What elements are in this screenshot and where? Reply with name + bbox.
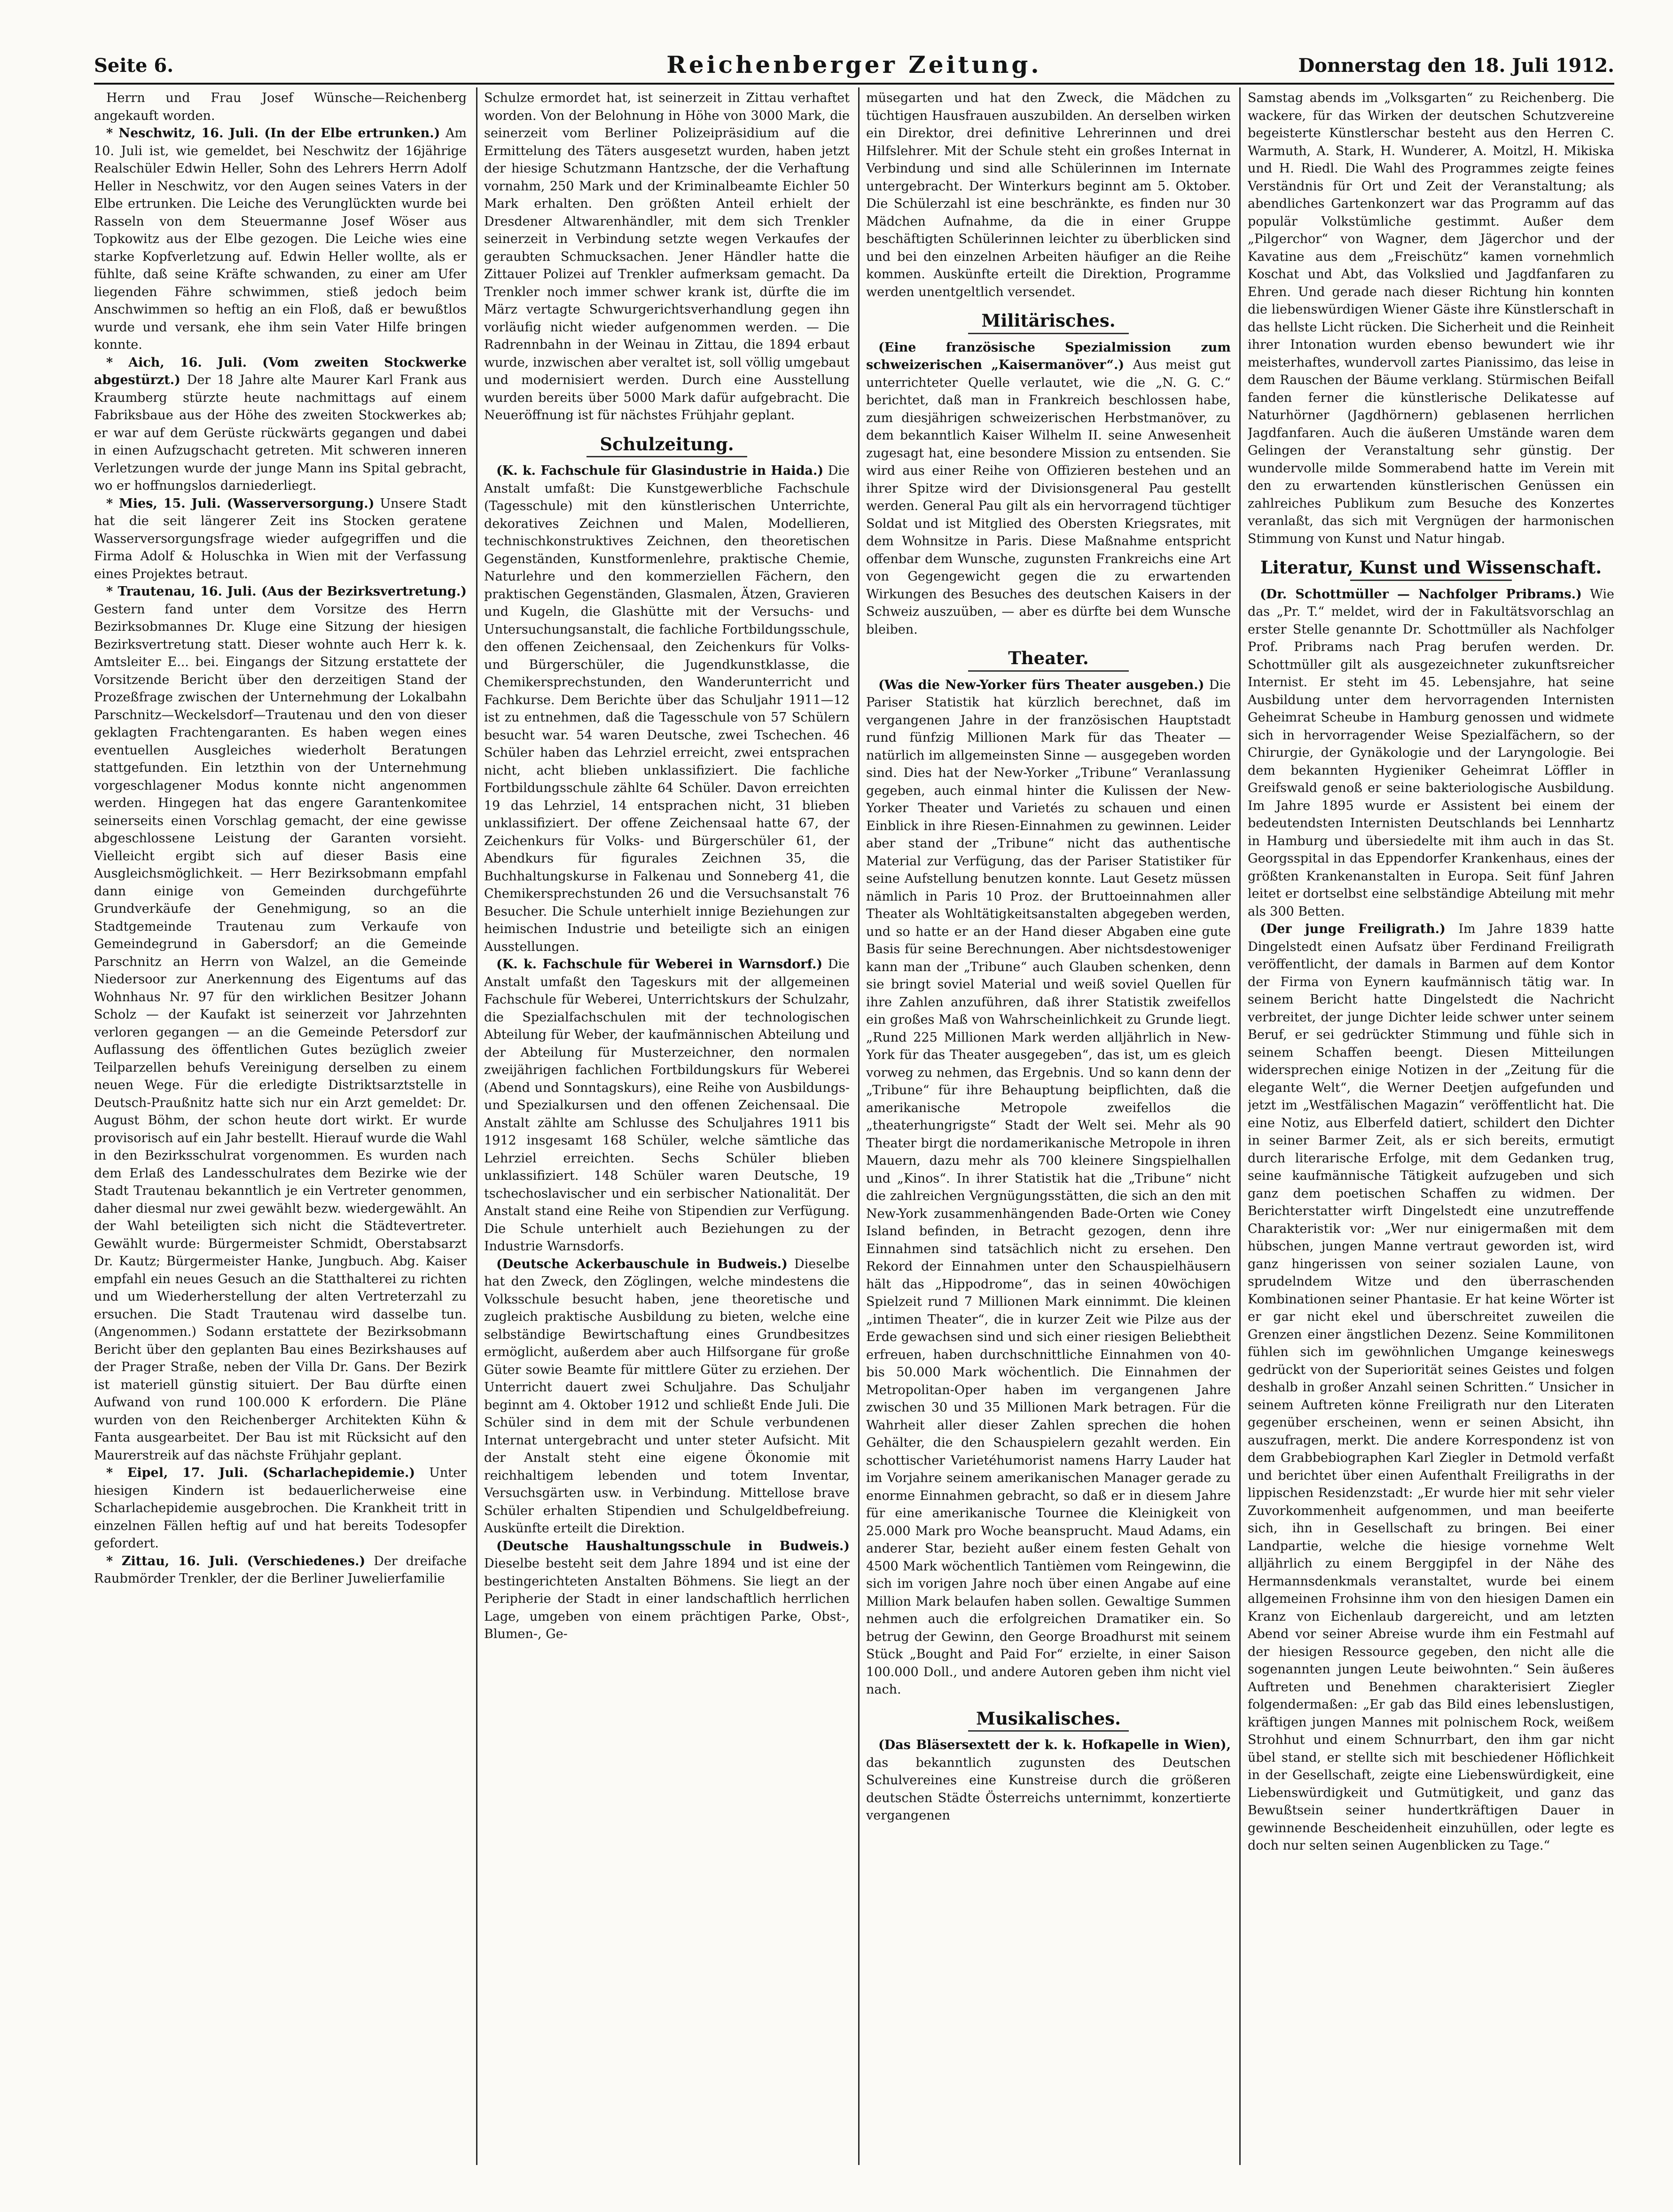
article-text: Samstag abends im „Volksgarten“ zu Reichenberg. Die wackere, für das Wirken der deutschen Schutzvereine begeisterte Künstlerschar besteht aus den Herren C. Warmuth, A. Stark, H. Wunderer, A. Moitzl, H. Mikiska und H. Riedl. Die Wahl des Programmes zeigte feines Verständnis für Ort und Zeit der Veranstaltung; als abendliches Gartenkonzert war das Programm auf das populär Volkstümliche gestimmt. Außer dem „Pilgerchor“ von Wagner, dem Jägerchor und der Kavatine aus dem „Freischütz“ kamen vornehmlich Koschat und Abt, das Volkslied und Jagdfanfaren zu Ehren. Und gerade nach dieser Richtung hin konnten die liebenswürdigen Wiener Gäste ihre Künstlerschaft in das hellste Licht rücken. Die Sicherheit und die Reinheit ihrer Intonation wurden ebenso bewundert wie ihr meisterhaftes, wundervoll zartes Pianissimo, das leise in dem Rauschen der Bäume verklang. Stürmischen Beifall fanden ferner die künstlerische Delikatesse auf Naturhörner (Jagdhörnern) geblasenen herrlichen Jagdfanfaren. Auch die äußeren Umstände waren dem Gelingen der Veranstaltung sehr günstig. Der wundervolle milde Sommerabend hatte im Verein mit den zu erwartenden künstlerischen Genüssen ein zahlreiches Publikum zum Besuche des Konzertes veranlaßt, das sich mit Vergnügen der harmonischen Stimmung von Kunst und Natur hingab. [1248, 91, 1614, 546]
article-text: Am 10. Juli ist, wie gemeldet, bei Neschwitz der 16jährige Realschüler Edwin Heller, Sohn des Lehrers Herrn Adolf Heller in Neschwitz, vor den Augen seines Vaters in der Elbe ertrunken. Die Leiche des Verunglückten wurde bei Rasseln von dem Steuermanne Josef Wöser aus Topkowitz aus der Elbe gezogen. Die Leiche wies eine starke Kopfverletzung auf. Edwin Heller wollte, als er fühlte, daß seine Kräfte schwanden, zu einer am Ufer liegenden Fähre schwimmen, stieß jedoch beim Anschwimmen so heftig an ein Floß, daß er bewußtlos wurde und versank, ehe ihm sein Vater Hilfe bringen konnte. [94, 126, 467, 352]
article-headline: (Dr. Schottmüller — Nachfolger Pribrams.) [1260, 587, 1582, 602]
article-headline: (K. k. Fachschule für Weberei in Warnsdorf.) [496, 957, 823, 972]
article-text: Der dreifache Raubmörder Trenkler, der die Berliner Juwelierfamilie [94, 1553, 467, 1586]
article-text: Dieselbe besteht seit dem Jahre 1894 und ist eine der bestingerichteten Anstalten Böhmens. Sie liegt an der Peripherie der Stadt in einer landschaftlich herrlichen Lage, umgeben von einem prächtigen Parke, Obst-, Blumen-, Ge- [484, 1556, 850, 1641]
article-headline: (Deutsche Ackerbauschule in Budweis.) [496, 1256, 788, 1271]
article-paragraph [484, 462, 850, 956]
article-text: Dieselbe hat den Zweck, den Zöglingen, welche mindestens die Volksschule besucht haben, jene theoretische und zugleich praktische Ausbildung zu bieten, welche eine selbständige Bewirtschaftung eines Grundbesitzes ermöglicht, außerdem aber auch Hilfsorgane für große Güter sowie Beamte für mittlere Güter zu erziehen. Der Unterricht dauert zwei Schuljahre. Das Schuljahr beginnt am 4. Oktober 1912 und schließt Ende Juli. Die Schüler sind in dem mit der Schule verbundenen Internat untergebracht und unter steter Aufsicht. Mit der Anstalt steht eine eigene Ökonomie mit reichhaltigem lebenden und totem Inventar, Versuchsgärten usw. in Verbindung. Mittellose brave Schüler erhalten Stipendien und Schulgeldbefreiung. Auskünfte erteilt die Direktion. [484, 1256, 850, 1536]
page-number: Seite 6. [94, 55, 174, 77]
article-headline: * Eipel, 17. Juli. (Scharlachepidemie.) [106, 1466, 415, 1480]
section-heading: Schulzeitung. [600, 433, 734, 455]
article-text: Die Anstalt umfaßt den Tageskurs mit der allgemeinen Fachschule für Weberei, Unterrichtskurs der Schulzahr, die Spezialfachschulen mit der technologischen Abteilung für Weber, der kaufmännischen Abteilung und der Abteilung für Musterzeichner, den normalen zweijährigen fachlichen Fortbildungskurs für Weberei (Abend und Sonntagskurs), eine Reihe von Ausbildungs- und Spezialkursen und den offenen Zeichensaal. Die Anstalt zählte am Schlusse des Schuljahres 1911 bis 1912 insgesamt 168 Schüler, welche sämtliche das Lehrziel erreichten. Sechs Schüler blieben unklassifiziert. 148 Schüler waren Deutsche, 19 tschechoslavischer und ein serbischer Nationalität. Der Anstalt stand eine Reihe von Stipendien zur Verfügung. Die Schule unterhielt auch Beziehungen zu der Industrie Warnsdorfs. [484, 957, 850, 1254]
article-headline: * Zittau, 16. Juli. (Verschiedenes.) [106, 1553, 366, 1569]
article-text: Unsere Stadt hat die seit längerer Zeit ins Stocken geratene Wasserversorgungsfrage wieder aufgegriffen und die Firma Adolf & Holuschka in Wien mit der Verfassung eines Projektes betraut. [94, 496, 467, 581]
article-paragraph [484, 1255, 850, 1537]
section-rule [586, 456, 747, 457]
article-headline: (Der junge Freiligrath.) [1260, 922, 1446, 936]
article-text: Die Pariser Statistik hat kürzlich berechnet, daß im vergangenen Jahre in der französischen Hauptstadt rund fünfzig Millionen Mark für das Theater — natürlich im allgemeinsten Sinne — ausgegeben worden sind. Dies hat der New-Yorker „Tribune“ Veranlassung gegeben, auch einmal hinter die Kulissen der New-Yorker Theater und Varietés zu schauen und einen Einblick in ihre Riesen-Einnahmen zu gewinnen. Leider aber stand der „Tribune“ nicht das authentische Material zur Verfügung, das der Pariser Statistiker für seine Aufstellung benutzen konnte. Laut Gesetz müssen nämlich in Paris 10 Proz. der Bruttoeinnahmen aller Theater als Wohltätigkeitsanstalten abgegeben werden, und so hatte er an der Hand dieser Abgaben eine gute Basis für seine Berechnungen. Aber nichtsdestoweniger kann man der „Tribune“ auch Glauben schenken, denn sie bringt soviel Material und weiß soviel Quellen für ihre Zahlen anzuführen, daß ihrer Statistik zweifellos ein großes Maß von Wahrscheinlichkeit zu Grunde liegt. „Rund 225 Millionen Mark werden alljährlich in New-York für das Theater ausgegeben“, das ist, um es gleich vorweg zu nehmen, das Ergebnis. Und so kann denn der „Tribune“ für ihre Behauptung beipflichten, daß die amerikanische Metropole zweifellos die „theaterhungrigste“ Stadt der Welt sei. Mehr als 90 Theater birgt die nordamerikanische Metropole in ihren Mauern, dazu mehr als 700 kleinere Singspielhallen und „Kinos“. In ihrer Statistik hat die „Tribune“ nicht die zahlreichen Vergnügungsstätten, die sich an den mit New-York zusammenhängenden Bade-Orten wie Coney Island befinden, in Betracht gezogen, denn ihre Einnahmen sind tatsächlich nicht zu ersehen. Den Rekord der Einnahmen unter den Schauspielhäusern hält das „Hippodrome“, das in seinen 40wöchigen Spielzeit rund 7 Millionen Mark einnimmt. Die kleinen „intimen Theater“, die in kurzer Zeit wie Pilze aus der Erde gewachsen sind und sich einer riesigen Beliebtheit erfreuen, haben durchschnittliche Einnahmen von 40- bis 50.000 Mark wöchentlich. Die Einnahmen der Metropolitan-Oper haben im vergangenen Jahre zwischen 30 und 35 Millionen Mark betragen. Für die Wahrheit aller dieser Zahlen sprechen die hohen Gehälter, die den Schauspielern gezahlt werden. Ein schottischer Varietéhumorist namens Harry Lauder hat im Vorjahre seinem amerikanischen Manager gerade zu enorme Einnahmen gebracht, so daß er in diesem Jahre für eine amerikanische Tournee die Kleinigkeit von 25.000 Mark pro Woche beansprucht. Maud Adams, ein anderer Star, bezieht außer einem festen Gehalt von 4500 Mark wöchentlich Tantièmen vom Reingewinn, die sich im vorigen Jahre noch über einen Angabe auf eine Million Mark belaufen haben sollen. Gewaltige Summen nehmen auch die erfolgreichen Dramatiker ein. So betrug der Gewinn, den George Broadhurst mit seinem Stück „Bought and Paid For“ erzielte, in einer Saison 100.000 Doll., und andere Autoren geben ihm nicht viel nach. [866, 677, 1231, 1697]
column-rule [858, 87, 860, 2165]
article-paragraph [1248, 89, 1614, 548]
text-column-2 [484, 89, 850, 2162]
article-text: Im Jahre 1839 hatte Dingelstedt einen Aufsatz über Ferdinand Freiligrath veröffentlicht, der damals in Barmen auf dem Kontor der Firma von Eynern kaufmännisch tätig war. In seinem Bericht hatte Dingelstedt die Nachricht verbreitet, der junge Dichter leide schwer unter seinem Beruf, er sei gedrückter Stimmung und fühle sich in seinem Schaffen beengt. Diesen Mitteilungen widersprechen einige Notizen in der „Zeitung für die elegante Welt“, die Werner Deetjen aufgefunden und jetzt im „Westfälischen Magazin“ veröffentlicht hat. Die eine Notiz, aus Elberfeld datiert, schildert den Dichter in seiner Barmer Zeit, als er sich bereits, ermutigt durch literarische Erfolge, mit dem Gedanken trug, seine kaufmännische Tätigkeit aufzugeben und sich ganz dem poetischen Schaffen zu widmen. Der Berichterstatter wirft Dingelstedt eine unzutreffende Charakteristik vor: „Wer nur einigermaßen mit dem hübschen, jungen Manne vertraut geworden ist, wird ganz hingerissen von seiner sozialen Laune, von sprudelndem Witze und den überraschenden Kombinationen seiner Phantasie. Er hat keine Wörter ist er gar nicht ekel und überschreitet zuweilen die Grenzen einer ängstlichen Dezenz. Seine Kommilitonen fühlen sich im gewöhnlichen Umgange keineswegs gedrückt von der Superiorität seines Geistes und folgen deshalb in großer Anzahl seinen Schritten.“ Unsicher in seinem Auftreten könne Freiligrath nur den Literaten gegenüber erscheinen, wenn er seinen Absicht, ihn auszufragen, merkt. Die andere Korrespondenz ist von dem Grabbebiographen Karl Ziegler in Detmold verfaßt und berichtet über einen Aufenthalt Freiligraths in der lippischen Residenzstadt: „Er wurde hier mit sehr vieler Zuvorkommenheit aufgenommen, und man beeiferte sich, ihn in Gesellschaft zu bringen. Bei einer Landpartie, welche die hiesige vornehme Welt alljährlich zu einem Berggipfel in der Nähe des Hermannsdenkmals veranstaltet, wurde bei einem allgemeinen Frohsinne ihm von den hiesigen Damen ein Kranz von Eichenlaub dargereicht, und am letzten Abend vor seiner Abreise wurde ihm ein Festmahl auf der hiesigen Ressource gegeben, den nicht alle die sogenannten jungen Leute beiwohnten.“ Sein äußeres Auftreten und Benehmen charakterisiert Ziegler folgendermaßen: „Er gab das Bild eines lebenslustigen, kräftigen jungen Mannes mit polnischem Rock, weißem Strohhut und einem Schnurrbart, den ihm gar nicht übel stand, er stellte sich mit beschiedener Höflichkeit in der Gesellschaft, zeigte eine Liebenswürdigkeit, eine Liebenswürdigkeit und Gutmütigkeit, und ganz das Bewußtsein seiner hundertkräftigen Dauer in gewinnende Bescheidenheit einzuhüllen, oder legte es doch nur selten seinen Augenblicken zu Tage.“ [1248, 922, 1614, 1853]
article-text: Schulze ermordet hat, ist seinerzeit in Zittau verhaftet worden. Von der Belohnung in Höhe von 3000 Mark, die seinerzeit vom Berliner Polizeipräsidium auf die Ermittelung des Täters ausgesetzt wurden, haben jetzt der hiesige Schutzmann Hantzsche, der die Verhaftung vornahm, 250 Mark und der Kriminalbeamte Eichler 50 Mark erhalten. Den größten Anteil erhielt der Dresdener Altwarenhändler, mit dem sich Trenkler seinerzeit in Verbindung setzte wegen Verkaufes der geraubten Schmucksachen. Jener Händler hatte die Zittauer Polizei auf Trenkler aufmerksam gemacht. Da Trenkler noch immer schwer krank ist, dürfte die im März vertagte Schwurgerichtsverhandlung gegen ihn vorläufig nicht wieder aufgenommen werden. — Die Radrennbahn in der Weinau in Zittau, die 1894 erbaut wurde, inzwischen aber veraltet ist, soll völlig umgebaut und modernisiert werden. Durch eine Ausstellung wurden bereits über 5000 Mark dafür aufgebracht. Die Neueröffnung ist für nächstes Frühjahr geplant. [484, 91, 850, 423]
section-rule [968, 1730, 1128, 1732]
column-rule [1239, 87, 1241, 2165]
article-paragraph [484, 956, 850, 1255]
article-paragraph [94, 354, 467, 495]
article-paragraph [94, 125, 467, 354]
column-rule [476, 87, 477, 2165]
section-rule [968, 333, 1128, 334]
article-headline: * Neschwitz, 16. Juli. (In der Elbe ertrunken.) [106, 126, 440, 141]
text-column-4 [1248, 89, 1614, 2162]
article-headline: * Trautenau, 16. Juli. (Aus der Bezirksvertretung.) [106, 584, 467, 599]
section-heading: Literatur, Kunst und Wissenschaft. [1260, 557, 1602, 578]
article-text: Herrn und Frau Josef Wünsche—Reichenberg angekauft worden. [94, 91, 467, 123]
article-headline: (Das Bläsersextett der k. k. Hofkapelle in Wien), [878, 1738, 1231, 1752]
article-paragraph [866, 339, 1231, 639]
section-rule [968, 670, 1128, 672]
article-text: müsegarten und hat den Zweck, die Mädchen zu tüchtigen Hausfrauen auszubilden. An derselben wirken ein Direktor, drei definitive Lehrerinnen und drei Hilfslehrer. Mit der Schule steht ein großes Internat in Verbindung und sind alle Schülerinnen im Internate untergebracht. Der Winterkurs beginnt am 5. Oktober. Die Schülerzahl ist eine beschränkte, es finden nur 30 Mädchen Aufnahme, da die in einer Gruppe beschäftigten Schülerinnen leichter zu überblicken sind und bei den einzelnen Arbeiten häufiger an die Reihe kommen. Auskünfte erteilt die Direktion, Programme werden unentgeltlich versendet. [866, 91, 1231, 299]
article-paragraph [1248, 920, 1614, 1855]
section-rule [1350, 580, 1511, 581]
masthead: Reichenberger Zeitung. [666, 51, 1042, 78]
article-headline: (K. k. Fachschule für Glasindustrie in Haida.) [496, 463, 824, 478]
issue-date: Donnerstag den 18. Juli 1912. [1298, 55, 1614, 77]
article-paragraph [484, 89, 850, 424]
article-text: Der 18 Jahre alte Maurer Karl Frank aus Kraumberg stürzte heute nachmittags auf einem Fabriksbaue aus der Höhe des zweiten Stockwerkes ab; er war auf dem Gerüste rückwärts gegangen und dabei in einen Aufzugschacht getreten. Mit schweren inneren Verletzungen wurde der junge Mann ins Spital gebracht, wo er hoffnungslos darniederliegt. [94, 373, 467, 493]
article-text: Unter hiesigen Kindern ist bedauerlicherweise eine Scharlachepidemie ausgebrochen. Die Krankheit tritt in einzelnen Fällen heftig auf und hat bereits Todesopfer gefordert. [94, 1466, 467, 1551]
article-text: Aus meist gut unterrichteter Quelle verlautet, wie die „N. G. C.“ berichtet, daß man in Frankreich beschlossen habe, zum diesjährigen schweizerischen Herbstmanöver, zu dem bekanntlich Kaiser Wilhelm II. seine Anwesenheit zugesagt hat, eine besondere Mission zu entsenden. Sie wird aus einer Reihe von Offizieren bestehen und an ihrer Spitze wird der Divisionsgeneral Pau gestellt werden. General Pau gilt als ein hervorragend tüchtiger Soldat und ist Mitglied des Obersten Kriegsrates, mit dem Wohnsitze in Paris. Diese Maßnahme entspricht offenbar dem Wunsche, zugunsten Frankreichs eine Art von Gegengewicht gegen die zu erwartenden Wirkungen des Besuches des deutschen Kaisers in der Schweiz auszuüben, — aber es dürfte bei dem Wunsche bleiben. [866, 358, 1231, 637]
article-text: Die Anstalt umfaßt: Die Kunstgewerbliche Fachschule (Tagesschule) mit den künstlerischen Unterrichte, dekoratives Zeichnen und Malen, Modellieren, technischkonstruktives Zeichnen, den theoretischen Gegenständen, Kunstformenlehre, praktische Chemie, Naturlehre und den kommerziellen Fächern, den praktischen Gegenständen, Glasmalen, Ätzen, Gravieren und Kugeln, die Glashütte mit der Versuchs- und Untersuchungsanstalt, die fachliche Fortbildungsschule, den offenen Zeichensaal, den Zeichenkurs für Volks- und Bürgerschüler, die Jugendkunstklasse, die Chemikersprechstunden, den Wanderunterricht und Fachkurse. Dem Berichte über das Schuljahr 1911—12 ist zu entnehmen, daß die Tagesschule von 57 Schülern besucht war. 54 waren Deutsche, zwei Tschechen. 46 Schüler haben das Lehrziel erreicht, zwei entsprachen nicht, acht blieben unklassifiziert. Die fachliche Fortbildungsschule zählte 64 Schüler. Davon erreichten 19 das Lehrziel, 14 entsprachen nicht, 31 blieben unklassifiziert. Der offene Zeichensaal hatte 67, der Zeichenkurs für Volks- und Bürgerschüler 61, der Abendkurs für figurales Zeichnen 35, die Buchhaltungskurse in Falkenau und Sonneberg 41, die Chemikersprechstunden 26 und die Versuchsanstalt 76 Besucher. Die Schule unterhielt innige Beziehungen zur heimischen Industrie und beteiligte sich an einigen Ausstellungen. [484, 463, 850, 954]
article-text: Wie das „Pr. T.“ meldet, wird der in Fakultätsvorschlag an erster Stelle genannte Dr. Schottmüller als Nachfolger Prof. Pribrams nach Prag berufen werden. Dr. Schottmüller gilt als ausgezeichneter zukunftsreicher Internist. Er steht im 45. Lebensjahre, hat seine Ausbildung unter dem hervorragenden Internisten Geheimrat Scheube in Hamburg genossen und widmete sich in hervorragender Weise Spezialfächern, so der Chirurgie, der Gynäkologie und der Laryngologie. Bei dem bekannten Hygieniker Geheimrat Löffler in Greifswald genoß er seine bakteriologische Ausbildung. Im Jahre 1895 wurde er Assistent bei einem der bedeutendsten Internisten Deutschlands bei Lennhartz in Hamburg und übersiedelte mit ihm auch in das St. Georgsspital in das Eppendorfer Krankenhaus, eines der größten Krankenanstalten in Europa. Seit fünf Jahren leitet er dortselbst eine selbständige Abteilung mit mehr als 300 Betten. [1248, 587, 1614, 919]
section-heading: Militärisches. [981, 310, 1116, 331]
article-paragraph [94, 583, 467, 1464]
header-rule [94, 83, 1614, 85]
text-column-1 [94, 89, 467, 2162]
section-heading: Musikalisches. [976, 1708, 1121, 1729]
section-heading: Theater. [1008, 648, 1089, 668]
article-paragraph [94, 89, 467, 125]
article-paragraph [866, 676, 1231, 1699]
article-headline: (Was die New-Yorker fürs Theater ausgeben.) [878, 677, 1204, 692]
article-paragraph [484, 1537, 850, 1643]
article-text: Gestern fand unter dem Vorsitze des Herrn Bezirksobmannes Dr. Kluge eine Sitzung der hiesigen Bezirksvertretung statt. Dieser wohnte auch Herr k. k. Amtsleiter E... bei. Eingangs der Sitzung erstattete der Vorsitzende Bericht über den derzeitigen Stand der Prozeßfrage zwischen der Unternehmung der Lokalbahn Parschnitz—Weckelsdorf—Trautenau und den von dieser geklagten Frachtengaranten. Es haben wegen eines eventuellen Ausgleiches wiederholt Beratungen stattgefunden. Ein letzthin von der Unternehmung vorgeschlagener Modus konnte nicht angenommen werden. Hingegen hat das engere Garantenkomitee seinerseits einen Vorschlag gemacht, der eine gewisse abgeschlossene Leistung der Garanten vorsieht. Vielleicht ergibt sich auf dieser Basis eine Ausgleichsmöglichkeit. — Herr Bezirksobmann empfahl dann einige von Gemeinden durchgeführte Grundverkäufe der Genehmigung, so an die Stadtgemeinde Trautenau zum Verkaufe von Gemeindegrund in Gabersdorf; an die Gemeinde Parschnitz an Herrn von Walzel, an die Gemeinde Niedersoor zur Anerkennung des Eigentums auf das Wohnhaus Nr. 97 für den wirklichen Besitzer Johann Scholz — der Kaufakt ist seinerzeit vor Jahrzehnten verloren gegangen — an die Gemeinde Petersdorf zur Auflassung des öffentlichen Gutes bezüglich zweier Teilparzellen behufs Vereinigung derselben zu einem neuen Wege. Für die erledigte Distriktsarztstelle in Deutsch-Praußnitz hatte sich nur ein Arzt gemeldet: Dr. August Böhm, der schon heute dort wirkt. Er wurde provisorisch auf ein Jahr bestellt. Hierauf wurde die Wahl in den Bezirksschulrat vorgenommen. Es wurden nach dem Erlaß des Landesschulrates dem Bezirke wie der Stadt Trautenau bekanntlich je ein Vertreter genommen, daher diesmal nur zwei gewählt bezw. wiedergewählt. An der Wahl beteiligten sich nicht die Städtevertreter. Gewählt wurde: Bürgermeister Schmidt, Oberstabsarzt Dr. Kautz; Bürgermeister Hanke, Jungbuch. Abg. Kaiser empfahl ein neues Gesuch an die Statthalterei zu richten und um Wiederherstellung der alten Vertreterzahl zu ersuchen. Die Stadt Trautenau wird dasselbe tun. (Angenommen.) Sodann erstattete der Bezirksobmann Bericht über den geplanten Bau eines Bezirkshauses auf der Prager Straße, neben der Villa Dr. Gans. Der Bezirk ist materiell günstig situiert. Der Bau dürfte einen Aufwand von rund 100.000 K erfordern. Die Pläne wurden von den Reichenberger Architekten Kühn & Fanta ausgearbeitet. Der Bau ist mit Rücksicht auf den Maurerstreik auf das nächste Frühjahr geplant. [94, 602, 467, 1463]
article-headline: * Mies, 15. Juli. (Wasserversorgung.) [106, 496, 375, 511]
article-text: das bekanntlich zugunsten des Deutschen Schulvereines eine Kunstreise durch die größeren deutschen Städte Österreichs unternimmt, konzertierte vergangenen [866, 1755, 1231, 1823]
article-headline: (Eine französische Spezialmission zum schweizerischen „Kaisermanöver“.) [866, 340, 1231, 372]
article-paragraph [94, 1553, 467, 1588]
article-paragraph [1248, 586, 1614, 921]
page-header [94, 51, 1614, 79]
article-headline: (Deutsche Haushaltungsschule in Budweis.) [496, 1538, 850, 1553]
text-column-3 [866, 89, 1231, 2162]
article-paragraph [866, 1736, 1231, 1825]
article-paragraph [94, 495, 467, 583]
article-headline: * Aich, 16. Juli. (Vom zweiten Stockwerke abgestürzt.) [94, 355, 467, 387]
article-paragraph [94, 1464, 467, 1553]
article-paragraph [866, 89, 1231, 301]
